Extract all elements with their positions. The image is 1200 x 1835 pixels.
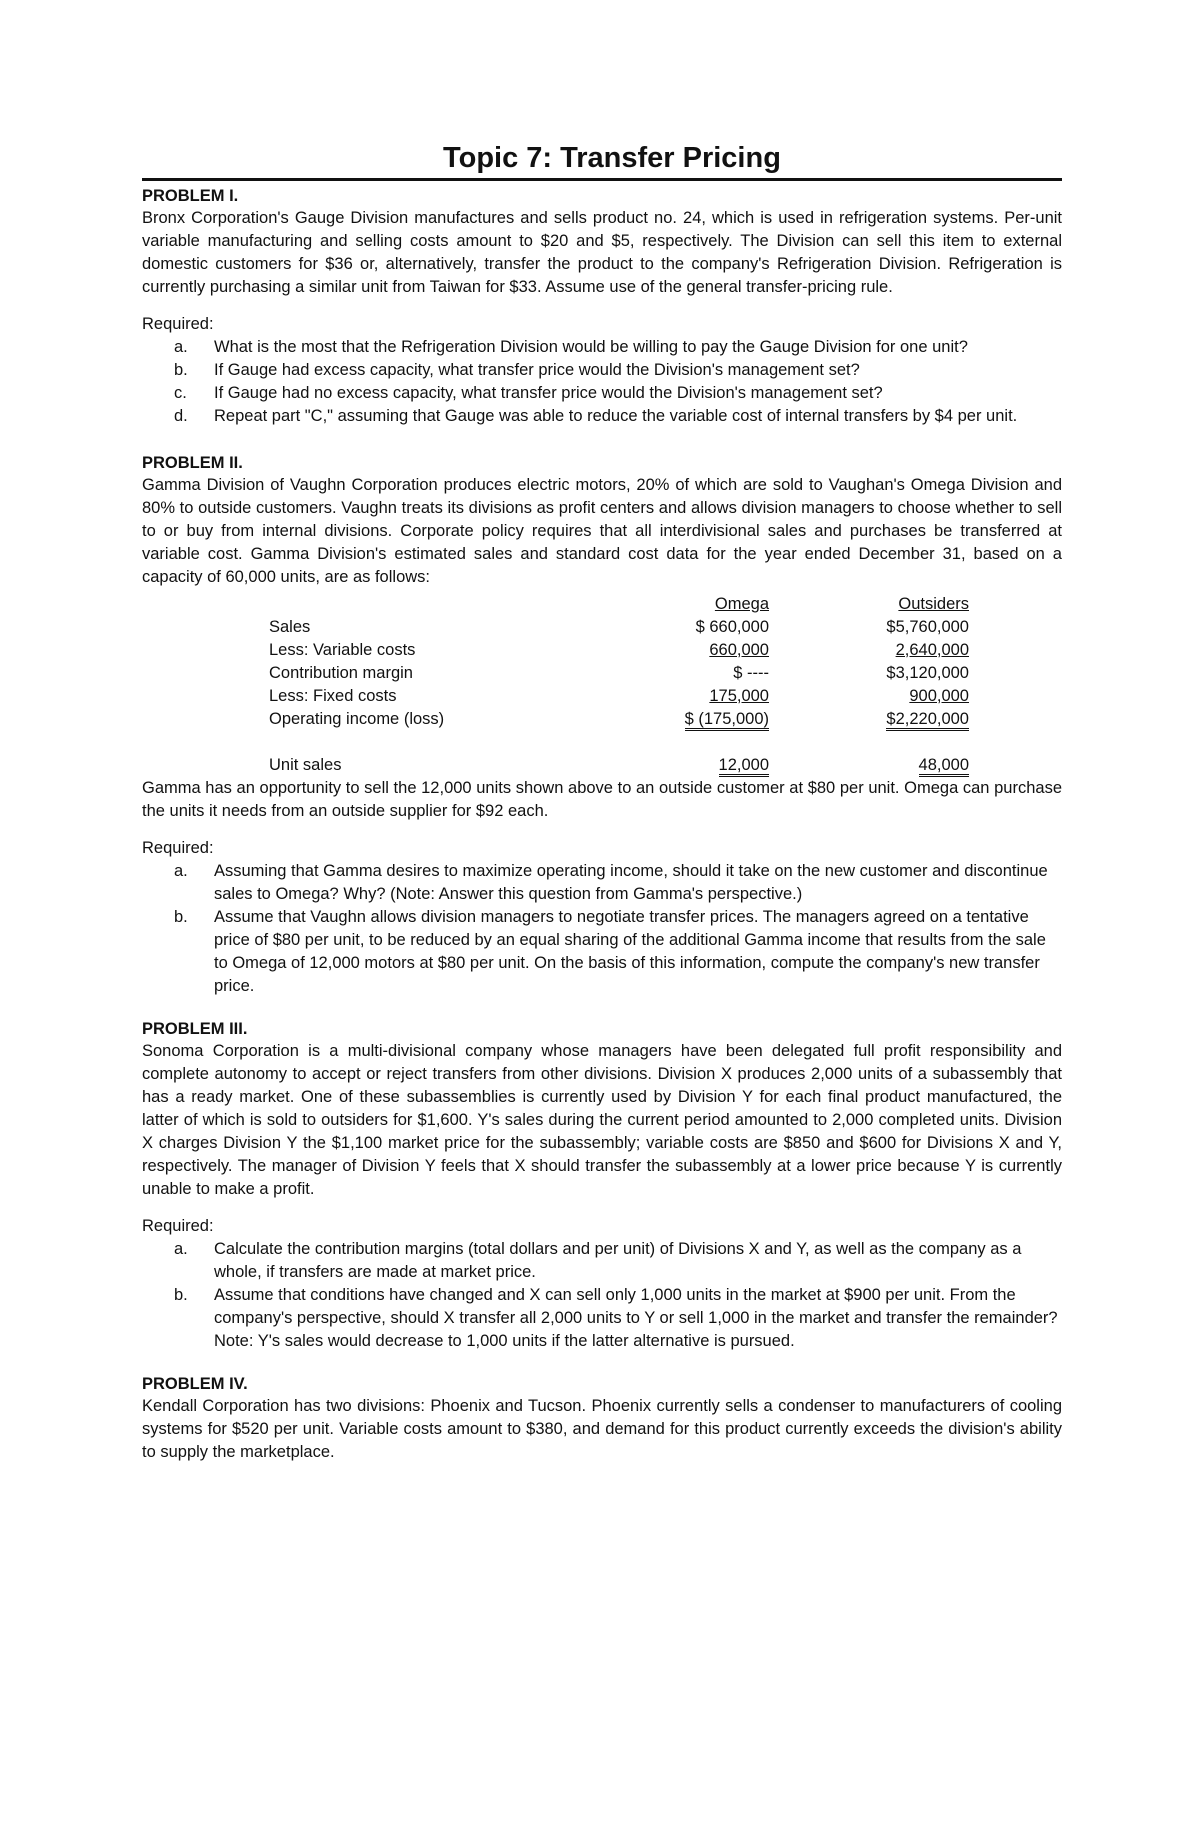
problem-4-text: Kendall Corporation has two divisions: Phoenix and Tucson. Phoenix currently sells a condenser to manufacturers of cooling systems for $520 per unit. Variable costs amount to $380, and demand for this product currently exceeds the division's ability to supply the marketplace.	[142, 1396, 1062, 1461]
column-header-outsiders: Outsiders	[898, 594, 969, 613]
spacer	[142, 998, 1062, 1018]
row-label: Less: Fixed costs	[269, 686, 397, 705]
question-text: If Gauge had excess capacity, what transfer price would the Division's management set?	[214, 360, 860, 379]
question-label: c.	[174, 383, 187, 402]
cell-outsiders: 48,000	[919, 756, 969, 777]
question-item	[142, 860, 1062, 906]
problem-3-required: Required:	[142, 1216, 214, 1235]
gamma-financial-table	[142, 593, 969, 777]
question-text: Repeat part "C," assuming that Gauge was able to reduce the variable cost of internal transfers by $4 per unit.	[214, 406, 1018, 425]
problem-1-required: Required:	[142, 314, 214, 333]
question-text: Assume that Vaughn allows division managers to negotiate transfer prices. The managers agreed on a tentative price of $80 per unit, to be reduced by an equal sharing of the additional Gamma income that results from the sale to Omega of 12,000 motors at $80 per unit. On the basis of this information, compute the company's new transfer price.	[214, 907, 1046, 995]
problem-2-required: Required:	[142, 838, 214, 857]
question-item	[142, 906, 1062, 998]
cell-omega: $ 660,000	[695, 617, 769, 636]
problem-1-text: Bronx Corporation's Gauge Division manufactures and sells product no. 24, which is used in refrigeration systems. Per-unit variable manufacturing and selling costs amount to $20 and $5, respectively. The Division can sell this item to external domestic customers for $36 or, alternatively, transfer the product to the company's Refrigeration Division. Refrigeration is currently purchasing a similar unit from Taiwan for $33. Assume use of the general transfer-pricing rule.	[142, 208, 1062, 296]
cell-omega: $ ----	[733, 663, 769, 682]
table-row	[142, 708, 969, 731]
cell-outsiders: 2,640,000	[895, 640, 969, 659]
table-row	[142, 616, 969, 639]
row-label: Operating income (loss)	[269, 709, 445, 728]
problem-4-heading: PROBLEM IV.	[142, 1374, 248, 1393]
question-text: Assuming that Gamma desires to maximize operating income, should it take on the new customer and discontinue sales to Omega? Why? (Note: Answer this question from Gamma's perspective.)	[214, 861, 1048, 903]
question-item	[142, 1284, 1062, 1353]
problem-3	[142, 1018, 1062, 1353]
question-item	[142, 1238, 1062, 1284]
page-title: Topic 7: Transfer Pricing	[443, 142, 781, 174]
question-label: a.	[174, 861, 188, 880]
cell-outsiders: $2,220,000	[886, 710, 969, 731]
cell-outsiders: $3,120,000	[886, 663, 969, 682]
row-label: Less: Variable costs	[269, 640, 416, 659]
cell-omega: 660,000	[709, 640, 769, 659]
table-header-row	[142, 593, 969, 616]
row-label: Sales	[269, 617, 311, 636]
problem-2-questions	[142, 860, 1062, 998]
cell-outsiders: $5,760,000	[886, 617, 969, 636]
cell-omega: $ (175,000)	[685, 710, 769, 731]
problem-3-text: Sonoma Corporation is a multi-divisional company whose managers have been delegated full profit responsibility and complete autonomy to accept or reject transfers from other divisions. Division X produces 2,000 units of a subassembly that has a ready market. One of these subassemblies is currently used by Division Y for each final product manufactured, the latter of which is sold to outsiders for $1,600. Y's sales during the current period amounted to 2,000 completed units. Division X charges Division Y the $1,100 market price for the subassembly; variable costs are $850 and $600 for Divisions X and Y, respectively. The manager of Division Y feels that X should transfer the subassembly at a lower price because Y is currently unable to make a profit.	[142, 1041, 1062, 1198]
table-row	[142, 754, 969, 777]
cell-omega: 175,000	[709, 686, 769, 705]
problem-1-heading: PROBLEM I.	[142, 186, 239, 205]
row-label: Unit sales	[269, 755, 342, 774]
title-rule	[142, 178, 1062, 181]
question-text: If Gauge had no excess capacity, what transfer price would the Division's management set?	[214, 383, 883, 402]
problem-4	[142, 1373, 1062, 1464]
question-label: b.	[174, 360, 188, 379]
question-text: Calculate the contribution margins (total dollars and per unit) of Divisions X and Y, as well as the company as a whole, if transfers are made at market price.	[214, 1239, 1022, 1281]
question-item	[142, 405, 1062, 428]
row-label: Contribution margin	[269, 663, 413, 682]
table-row	[142, 662, 969, 685]
table-spacer-row	[142, 731, 969, 754]
table-row	[142, 639, 969, 662]
question-item	[142, 382, 1062, 405]
cell-outsiders: 900,000	[909, 686, 969, 705]
problem-2-heading: PROBLEM II.	[142, 453, 243, 472]
problem-3-questions	[142, 1238, 1062, 1353]
question-label: d.	[174, 406, 188, 425]
problem-2	[142, 452, 1062, 998]
question-label: b.	[174, 1285, 188, 1304]
spacer	[142, 428, 1062, 452]
problem-3-heading: PROBLEM III.	[142, 1019, 248, 1038]
problem-2-text-2: Gamma has an opportunity to sell the 12,000 units shown above to an outside customer at $80 per unit. Omega can purchase the units it needs from an outside supplier for $92 each.	[142, 778, 1062, 820]
problem-1	[142, 185, 1062, 428]
problem-1-questions	[142, 336, 1062, 428]
cell-omega: 12,000	[719, 756, 769, 777]
document-content	[142, 140, 1062, 1464]
question-text: Assume that conditions have changed and X can sell only 1,000 units in the market at $900 per unit. From the company's perspective, should X transfer all 2,000 units to Y or sell 1,000 in the market and transfer the remainder? Note: Y's sales would decrease to 1,000 units if the latter alternative is pursued.	[214, 1285, 1058, 1350]
spacer	[142, 1353, 1062, 1373]
table-row	[142, 685, 969, 708]
question-label: a.	[174, 337, 188, 356]
column-header-omega: Omega	[714, 594, 769, 613]
question-text: What is the most that the Refrigeration Division would be willing to pay the Gauge Division for one unit?	[214, 337, 968, 356]
question-label: a.	[174, 1239, 188, 1258]
question-item	[142, 359, 1062, 382]
question-label: b.	[174, 907, 188, 926]
question-item	[142, 336, 1062, 359]
problem-2-text: Gamma Division of Vaughn Corporation produces electric motors, 20% of which are sold to Vaughan's Omega Division and 80% to outside customers. Vaughn treats its divisions as profit centers and allows division managers to choose whether to sell to or buy from internal divisions. Corporate policy requires that all interdivisional sales and purchases be transferred at variable cost. Gamma Division's estimated sales and standard cost data for the year ended December 31, based on a capacity of 60,000 units, are as follows:	[142, 475, 1062, 586]
